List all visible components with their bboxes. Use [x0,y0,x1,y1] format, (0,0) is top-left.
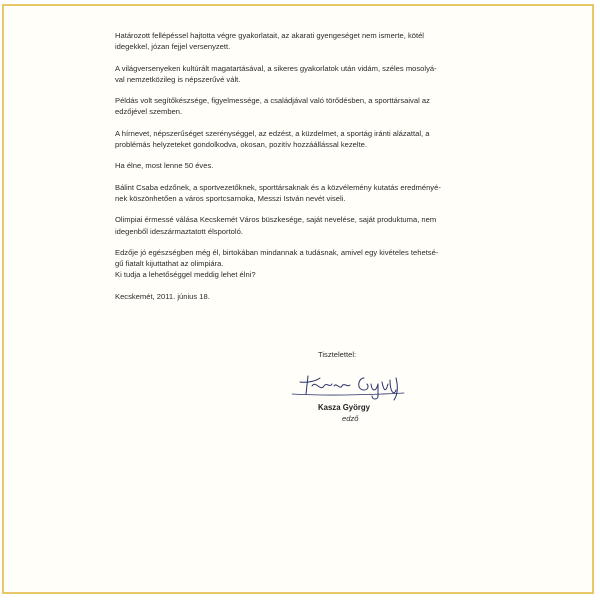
paragraph-line: Határozott fellépéssel hajtotta végre gyakorlatait, az akarati gyengeséget nem ismerte, kötél [115,31,424,40]
signatory-name: Kasza György [318,403,371,412]
paragraph-line: Kecskemét, 2011. június 18. [115,291,210,301]
paragraph-line: Ha élne, most lenne 50 éves. [115,161,214,171]
paragraph-8 [115,247,515,281]
paragraph-line: Edzője jó egészségben még él, birtokában mindannak a tudásnak, amivel egy kivételes tehetsé- [115,247,439,257]
paragraph-line: idegekkel, józan fejjel versenyzett. [115,42,231,52]
paragraph-line: A világversenyeken kultúrált magatartásával, a sikeres gyakorlatok után vidám, széles mosolyá- [115,63,437,73]
paragraph-line: Olimpiai érmessé válása Kecskemét Város büszkesége, saját nevelése, saját produktuma, nem [115,215,437,225]
letter-body [115,30,515,312]
paragraph-line: Példás volt segítőkészsége, figyelmessége, a családjával való törődésben, a sporttársaival az [115,96,430,106]
closing-salutation: Tisztelettel: [318,350,357,359]
paragraph-5 [115,160,515,171]
paragraph-line: val nemzetközileg is népszerűvé vált. [115,74,241,84]
paragraph-3 [115,95,515,118]
paragraph-line: problémás helyzeteket gondolkodva, okosan, pozitív hozzáállással kezelte. [115,140,368,150]
paragraph-7 [115,214,515,237]
paragraph-2 [115,63,515,86]
paragraph-6 [115,182,515,205]
paragraph-line: Bálint Csaba edzőnek, a sportvezetőknek, sporttársaknak és a közvélemény kutatás eredményé- [115,182,441,192]
paragraph-line: Ki tudja a lehetőséggel meddig lehet élni? [115,270,256,280]
signatory-role: edző [342,414,359,423]
date-line [115,291,515,302]
handwritten-signature [286,370,406,402]
paragraph-line: A hírnevet, népszerűséget szerénységgel, az edzést, a küzdelmet, a sportág iránti alázattal, a [115,128,430,138]
paragraph-1 [115,30,515,53]
paragraph-line: idegenből ideszármaztatott élsportoló. [115,226,243,236]
paragraph-4 [115,128,515,151]
paragraph-line: gű fiatalt kijuttathat az olimpiára. [115,259,224,269]
paragraph-line: nek köszönhetően a város sportcsarnoka, Messzi István nevét viseli. [115,193,346,203]
paragraph-line: edzőjével szemben. [115,107,183,117]
